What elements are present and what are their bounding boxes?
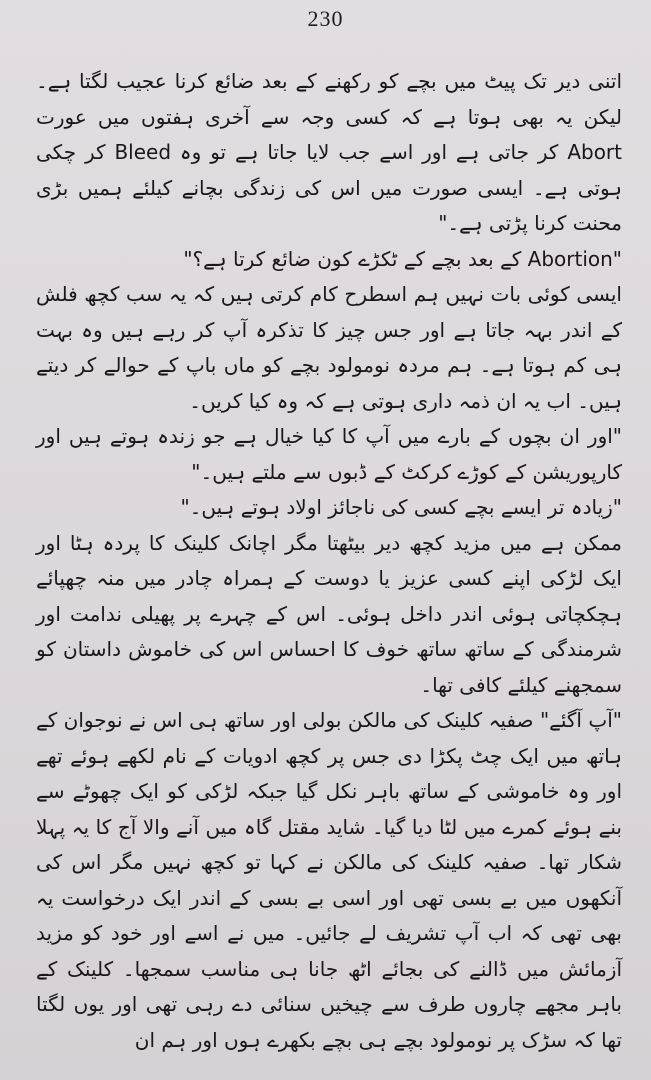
paragraph-3: ایسی کوئی بات نہیں ہم اسطرح کام کرتی ہیں کہ یہ سب کچھ فلش کے اندر بہہ جاتا ہے اور جس چیز کا تذکرہ آپ کر رہے ہیں وہ بہت ہی کم ہوتا ہے۔ ہم مردہ نومولود بچے کو ماں باپ کے حوالے کر دیتے ہیں۔ اب یہ ان ذمہ داری ہوتی ہے کہ وہ کیا کریں۔ xyxy=(36,282,622,413)
page-number: 230 xyxy=(307,6,344,31)
page-body xyxy=(36,64,622,1058)
paragraph-5: "زیادہ تر ایسے بچے کسی کی ناجائز اولاد ہوتے ہیں۔" xyxy=(180,495,622,519)
paragraph-6: ممکن ہے میں مزید کچھ دیر بیٹھتا مگر اچانک کلینک کا پردہ ہٹا اور ایک لڑکی اپنے کسی عزیز یا دوست کے ہمراہ چادر میں منہ چھپائے ہچکچاتی ہوئی اندر داخل ہوئی۔ اس کے چہرے پر پھیلی ندامت اور شرمندگی کے ساتھ ساتھ خوف کا احساس اس کی خاموش داستان کو سمجھنے کیلئے کافی تھا۔ xyxy=(36,530,622,697)
paragraph-4: "اور ان بچوں کے بارے میں آپ کا کیا خیال ہے جو زندہ ہوتے ہیں اور کارپوریشن کے کوڑے کرکٹ کے ڈبوں سے ملتے ہیں۔" xyxy=(36,424,622,484)
paragraph-7: "آپ آگئے" صفیہ کلینک کی مالکن بولی اور ساتھ ہی اس نے نوجوان کے ہاتھ میں ایک چٹ پکڑا دی جس پر کچھ ادویات کے نام لکھے ہوئے تھے اور وہ خاموشی کے ساتھ باہر نکل گیا جبکہ لڑکی کو ایک چھوٹے سے بنے ہوئے کمرے میں لٹا دیا گیا۔ شاید مقتل گاہ میں آنے والا آج کا یہ پہلا شکار تھا۔ صفیہ کلینک کی مالکن نے کہا تو کچھ نہیں مگر اس کی آنکھوں میں بے بسی تھی اور اسی بے بسی کے اندر ایک درخواست یہ بھی تھی کہ اب آپ تشریف لے جائیں۔ میں نے اسے اور خود کو مزید آزمائش میں ڈالنے کی بجائے اٹھ جانا ہی مناسب سمجھا۔ کلینک کے باہر مجھے چاروں طرف سے چیخیں سنائی دے رہی تھی اور یوں لگتا تھا کہ سڑک پر نومولود بچے ہی بچے بکھرے ہوں اور ہم ان xyxy=(36,708,622,1052)
paragraph-2: "Abortion کے بعد بچے کے ٹکڑے کون ضائع کرتا ہے؟" xyxy=(183,246,622,271)
paragraph-1: اتنی دیر تک پیٹ میں بچے کو رکھنے کے بعد ضائع کرنا عجیب لگتا ہے۔ لیکن یہ بھی ہوتا ہے کہ کسی وجہ سے آخری ہفتوں میں عورت Abort کر جاتی ہے اور اسے جب لایا جاتا ہے تو وہ Bleed کر چکی ہوتی ہے۔ ایسی صورت میں اس کی زندگی بچانے کیلئے ہمیں بڑی محنت کرنا پڑتی ہے۔" xyxy=(36,69,622,235)
